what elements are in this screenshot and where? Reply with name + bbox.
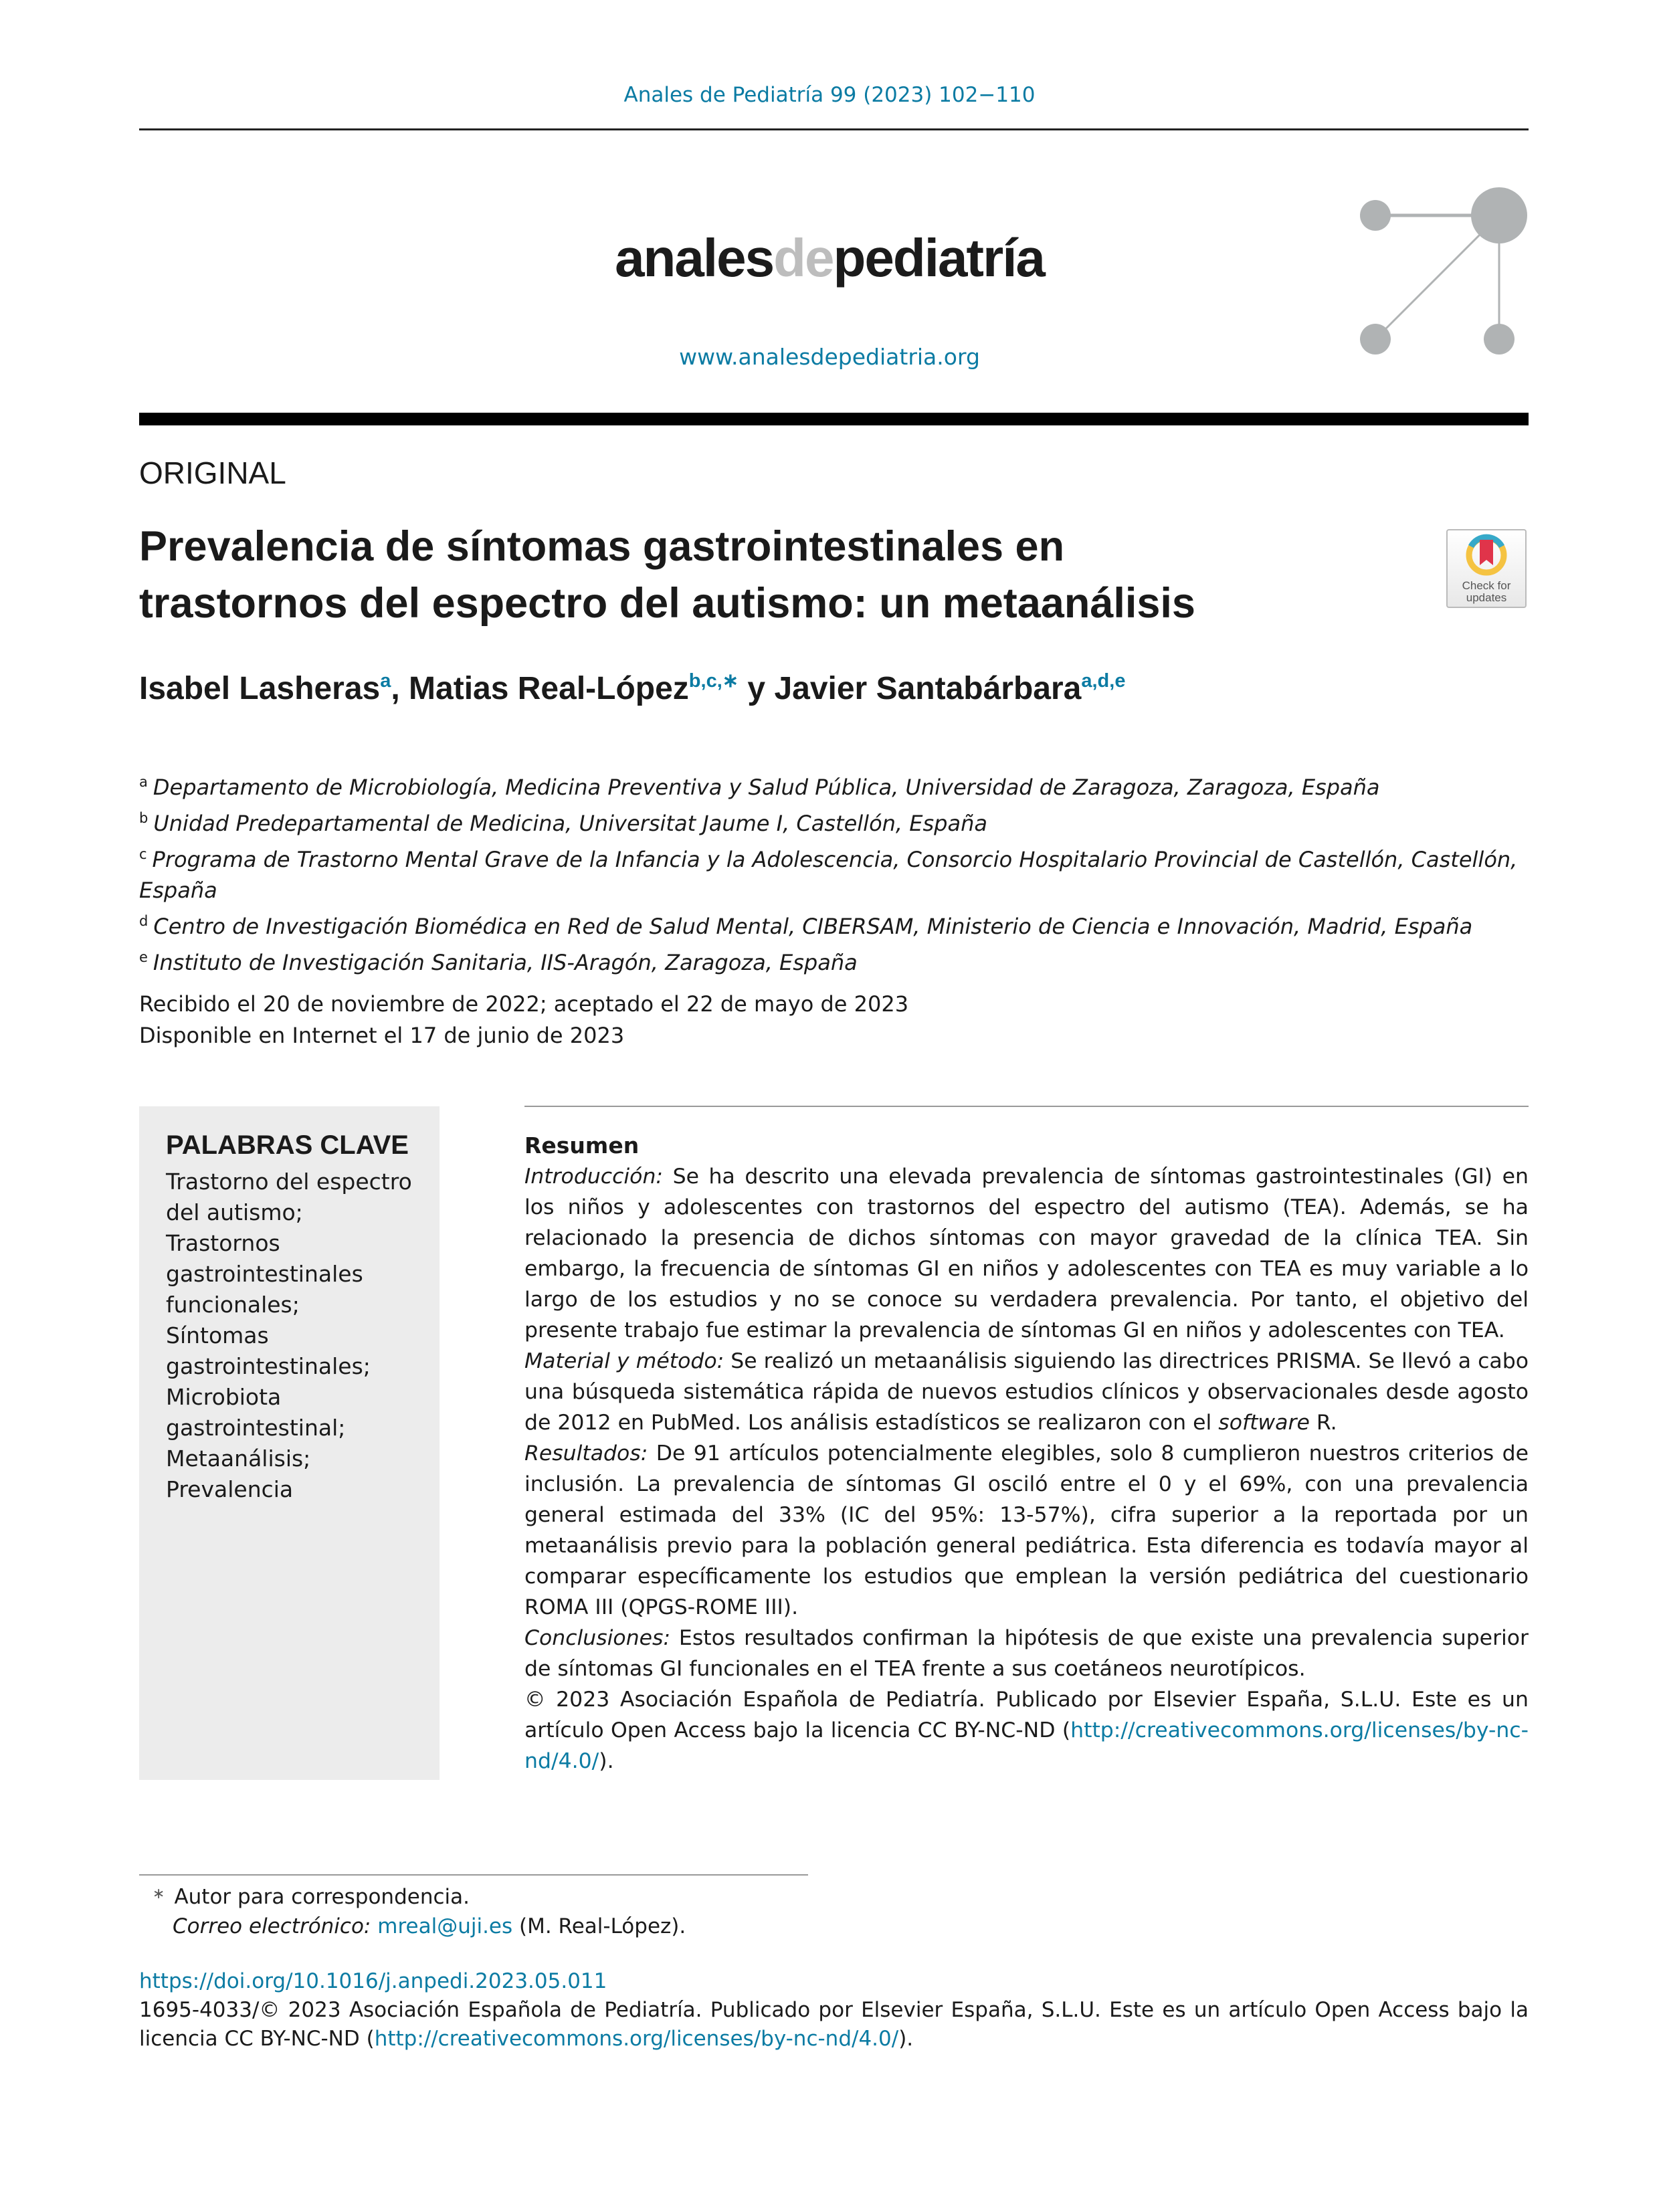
keyword: Trastorno del espectro del autismo;	[166, 1169, 412, 1225]
network-logo-icon	[1351, 181, 1532, 361]
check-updates-label: Check for	[1462, 579, 1511, 592]
section-text: De 91 artículos potencialmente elegibles, solo 8 cumplieron nuestros criterios de inclusión. La prevalencia de síntomas GI osciló entre el 0 y el 69%, con una prevalencia general estimada del 33% (IC del 95%: 13-57%), cifra superior a la reportada por un metaanálisis previo para la población general pediátrica. Esta diferencia es todavía mayor al comparar específicamente los estudios que emplean la versión pediátrica del cuestionario ROMA III (QPGS-ROME III).	[524, 1441, 1529, 1619]
keyword: Metaanálisis;	[166, 1445, 311, 1472]
license-link[interactable]: http://creativecommons.org/licenses/by-nc-nd/4.0/	[374, 2027, 899, 2051]
affiliation	[139, 839, 1531, 906]
keyword: Trastornos gastrointestinales funcionales;	[166, 1230, 363, 1318]
doi-wrap	[139, 1969, 607, 1993]
journal-citation-link[interactable]: Anales de Pediatría 99 (2023) 102−110	[623, 83, 1036, 107]
affiliation-ref[interactable]: a,d,e	[1081, 670, 1126, 692]
affiliation-text: Departamento de Microbiología, Medicina Preventiva y Salud Pública, Universidad de Zaragoza, Zaragoza, España	[153, 775, 1380, 800]
check-updates-label: updates	[1466, 591, 1507, 604]
affiliations	[139, 767, 1531, 978]
email-label: Correo electrónico:	[173, 1914, 371, 1938]
affiliation	[139, 906, 1531, 942]
abstract-conclusions	[524, 1623, 1529, 1684]
check-for-updates-button[interactable]	[1446, 529, 1527, 608]
abstract-methods	[524, 1346, 1529, 1438]
copyright-text: ).	[898, 2027, 914, 2051]
keywords-list	[166, 1167, 433, 1505]
footnote-text: Autor para correspondencia.	[174, 1885, 470, 1909]
affiliation	[139, 942, 1531, 978]
title-line: trastornos del espectro del autismo: un metaanálisis	[139, 580, 1195, 627]
section-label: Introducción:	[524, 1165, 664, 1189]
keywords-heading: PALABRAS CLAVE	[166, 1130, 409, 1160]
section-text: Se ha descrito una elevada prevalencia de síntomas gastrointestinales (GI) en los niños y adolescentes con trastornos del espectro del autismo (TEA). Además, se ha relacionado la presencia de dichos síntomas con mayor gravedad de la clínica TEA. Sin embargo, la frecuencia de síntomas GI en niños y adolescentes con TEA es muy variable a lo largo de los estudios y no se conoce su verdadera prevalencia. Por tanto, el objetivo del presente trabajo fue estimar la prevalencia de síntomas GI en niños y adolescentes con TEA.	[524, 1165, 1529, 1342]
affiliation-marker: b	[139, 810, 149, 826]
copyright-text: © 2023 Asociación Española de Pediatría. Publicado por Elsevier España, S.L.U. Este es un artículo Open Access bajo la licencia CC BY-NC-ND (	[524, 1688, 1529, 1742]
author-name: Matias Real-López	[409, 671, 689, 706]
logo-text: anales	[615, 228, 774, 288]
title-line: Prevalencia de síntomas gastrointestinales en	[139, 523, 1065, 570]
keyword: Microbiota gastrointestinal;	[166, 1384, 346, 1441]
article-type: ORIGINAL	[139, 456, 286, 490]
abstract-heading: Resumen	[524, 1132, 640, 1159]
author-name: Javier Santabárbara	[774, 671, 1082, 706]
header-bar	[139, 413, 1529, 425]
article-title	[139, 518, 1410, 632]
keyword: Prevalencia	[166, 1476, 294, 1502]
section-label: Material y método:	[524, 1349, 724, 1373]
author-list	[139, 669, 1125, 707]
received-date: Recibido el 20 de noviembre de 2022; aceptado el 22 de mayo de 2023	[139, 991, 909, 1017]
affiliation-text: Unidad Predepartamental de Medicina, Universitat Jaume I, Castellón, España	[153, 811, 987, 836]
affiliation	[139, 767, 1531, 803]
journal-website-link[interactable]: www.analesdepediatria.org	[679, 344, 980, 370]
footnote-marker: ∗	[153, 1886, 165, 1902]
doi-link[interactable]: https://doi.org/10.1016/j.anpedi.2023.05.011	[139, 1969, 607, 1993]
section-text: Se realizó un metaanálisis siguiendo las directrices PRISMA. Se llevó a cabo una búsqueda sistemática rápida de nuevos estudios clínicos y observacionales desde agosto de 2012 en PubMed. Los análisis estadísticos se realizaron con el	[524, 1349, 1529, 1435]
affiliation-text: Centro de Investigación Biomédica en Red de Salud Mental, CIBERSAM, Ministerio de Ciencia e Innovación, Madrid, España	[153, 914, 1473, 939]
abstract-results	[524, 1438, 1529, 1623]
affiliation	[139, 803, 1531, 839]
logo-text: pediatría	[833, 228, 1044, 288]
copyright-text: 1695-4033/© 2023 Asociación Española de Pediatría. Publicado por Elsevier España, S.L.U. Este es un artículo Open Access bajo la licencia CC BY-NC-ND (	[139, 1998, 1529, 2051]
affiliation-ref[interactable]: b,c,∗	[688, 670, 739, 692]
affiliation-text: Instituto de Investigación Sanitaria, IIS-Aragón, Zaragoza, España	[153, 950, 858, 975]
check-updates-icon	[1463, 533, 1510, 577]
copyright-text: ).	[599, 1749, 614, 1773]
section-label: Resultados:	[524, 1441, 648, 1466]
affiliation-text: Programa de Trastorno Mental Grave de la Infancia y la Adolescencia, Consorcio Hospitalario Provincial de Castellón, Castellón, España	[139, 847, 1518, 903]
affiliation-marker: d	[139, 913, 149, 929]
license-link[interactable]: http://creativecommons.org/licenses/by-nc-nd/4.0/	[524, 1718, 1529, 1773]
header-rule	[139, 128, 1529, 130]
corresponding-author-footnote	[153, 1880, 686, 1941]
email-owner: (M. Real-López).	[512, 1914, 686, 1938]
email-link[interactable]: mreal@uji.es	[377, 1914, 513, 1938]
footer-copyright	[139, 1996, 1529, 2053]
section-text: Estos resultados confirman la hipótesis de que existe una prevalencia superior de síntomas GI funcionales en el TEA frente a sus coetáneos neurotípicos.	[524, 1626, 1529, 1681]
section-label: Conclusiones:	[524, 1626, 671, 1650]
affiliation-marker: e	[139, 949, 148, 965]
author-separator: y	[739, 671, 775, 706]
article-dates	[139, 989, 908, 1051]
author-separator: ,	[391, 671, 409, 706]
author-name: Isabel Lasheras	[139, 671, 381, 706]
affiliation-ref[interactable]: a	[380, 670, 391, 692]
footnote-rule	[139, 1874, 808, 1876]
abstract-rule	[524, 1106, 1529, 1107]
keyword: Síntomas gastrointestinales;	[166, 1322, 371, 1379]
section-text-italic: software	[1218, 1411, 1310, 1435]
section-text: R.	[1309, 1411, 1337, 1435]
online-date: Disponible en Internet el 17 de junio de 2023	[139, 1023, 625, 1048]
abstract	[524, 1130, 1529, 1777]
logo-text-de: de	[773, 228, 834, 288]
abstract-copyright	[524, 1684, 1529, 1777]
abstract-introduction	[524, 1161, 1529, 1346]
affiliation-marker: a	[139, 774, 148, 790]
affiliation-marker: c	[139, 846, 147, 862]
